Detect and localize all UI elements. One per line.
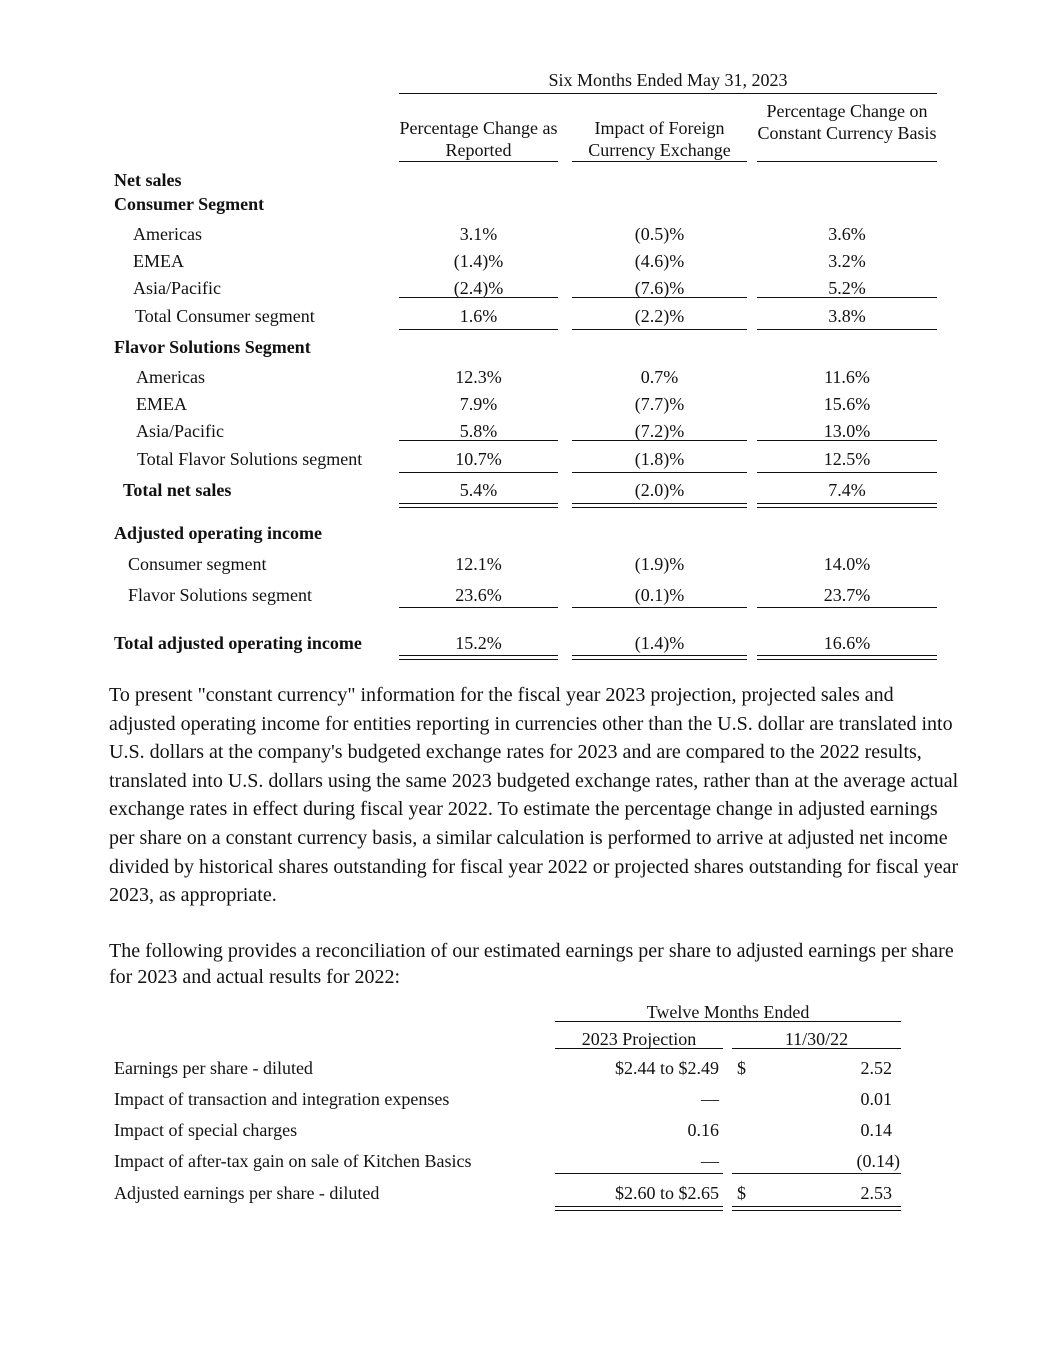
cell: 0.14 bbox=[860, 1120, 892, 1140]
row-label: Consumer segment bbox=[128, 554, 267, 574]
double-divider bbox=[757, 655, 937, 660]
divider bbox=[555, 1021, 901, 1022]
cell: (1.4)% bbox=[634, 633, 685, 653]
net-sales-label: Net sales bbox=[114, 170, 182, 190]
row-label: Impact of transaction and integration expenses bbox=[114, 1089, 450, 1109]
cell: $2.44 to $2.49 bbox=[614, 1058, 719, 1078]
cell: 23.7% bbox=[823, 585, 871, 605]
divider bbox=[399, 329, 558, 330]
cell: (2.0)% bbox=[634, 480, 685, 500]
cell: (1.8)% bbox=[634, 449, 685, 469]
divider bbox=[757, 161, 937, 162]
cell: (0.5)% bbox=[634, 224, 685, 244]
divider bbox=[757, 472, 937, 473]
divider bbox=[732, 1173, 901, 1174]
cell: (7.7)% bbox=[634, 394, 685, 414]
row-label: Earnings per share - diluted bbox=[114, 1058, 313, 1078]
divider bbox=[399, 607, 558, 608]
cell: (2.4)% bbox=[453, 278, 504, 298]
divider bbox=[572, 161, 747, 162]
divider bbox=[555, 1173, 723, 1174]
divider bbox=[399, 440, 558, 441]
divider bbox=[757, 297, 937, 298]
cell: (7.2)% bbox=[634, 421, 685, 441]
row-label: Flavor Solutions segment bbox=[128, 585, 312, 605]
cell: 16.6% bbox=[823, 633, 871, 653]
row-label: EMEA bbox=[133, 251, 184, 271]
double-divider bbox=[399, 655, 558, 660]
row-label: Total Flavor Solutions segment bbox=[137, 449, 363, 469]
cell: 7.9% bbox=[459, 394, 498, 414]
reconciliation-intro: The following provides a reconciliation of our estimated earnings per share to adjusted earnings per share for 2023 and actual results for 2022: bbox=[109, 940, 954, 988]
row-label: Adjusted earnings per share - diluted bbox=[114, 1183, 380, 1203]
double-divider bbox=[399, 503, 558, 508]
col-header-projection: 2023 Projection bbox=[581, 1029, 697, 1049]
cell: 0.16 bbox=[687, 1120, 719, 1140]
cell: (0.14) bbox=[856, 1151, 900, 1171]
currency-symbol: $ bbox=[737, 1183, 746, 1203]
cell: 13.0% bbox=[823, 421, 871, 441]
double-divider bbox=[572, 503, 747, 508]
divider bbox=[399, 161, 558, 162]
cell: 2.52 bbox=[860, 1058, 892, 1078]
cell: 1.6% bbox=[459, 306, 498, 326]
divider bbox=[732, 1048, 901, 1049]
row-label: Total net sales bbox=[123, 480, 232, 500]
cell: 12.1% bbox=[455, 554, 502, 574]
cell: 5.8% bbox=[459, 421, 498, 441]
cell: $2.60 to $2.65 bbox=[614, 1183, 719, 1203]
row-label: Americas bbox=[133, 224, 202, 244]
double-divider bbox=[732, 1206, 901, 1211]
row-label: Asia/Pacific bbox=[136, 421, 224, 441]
row-label: Impact of special charges bbox=[114, 1120, 298, 1140]
row-label: EMEA bbox=[136, 394, 187, 414]
divider bbox=[572, 607, 747, 608]
cell: (2.2)% bbox=[634, 306, 685, 326]
cell: 14.0% bbox=[823, 554, 871, 574]
row-label: Americas bbox=[136, 367, 205, 387]
cell: 3.6% bbox=[828, 224, 866, 244]
consumer-segment-label: Consumer Segment bbox=[114, 194, 265, 214]
eps-period-header: Twelve Months Ended bbox=[646, 1002, 810, 1022]
double-divider bbox=[572, 655, 747, 660]
divider bbox=[572, 440, 747, 441]
col-header-fx-impact: Impact of Foreign Currency Exchange bbox=[588, 118, 731, 160]
cell: (7.6)% bbox=[634, 278, 685, 298]
divider bbox=[572, 472, 747, 473]
divider bbox=[757, 329, 937, 330]
cell: 12.5% bbox=[823, 449, 871, 469]
row-label: Impact of after-tax gain on sale of Kitchen Basics bbox=[114, 1151, 472, 1171]
adj-op-income-label: Adjusted operating income bbox=[114, 523, 322, 543]
period-header: Six Months Ended May 31, 2023 bbox=[548, 70, 788, 90]
cell: 11.6% bbox=[824, 367, 870, 387]
cell: 0.01 bbox=[860, 1089, 892, 1109]
row-label: Asia/Pacific bbox=[133, 278, 221, 298]
cell: 3.1% bbox=[459, 224, 498, 244]
cell: — bbox=[701, 1089, 719, 1109]
col-header-reported: Percentage Change as Reported bbox=[399, 118, 558, 160]
cell: 3.2% bbox=[828, 251, 866, 271]
divider bbox=[399, 297, 558, 298]
cell: — bbox=[701, 1151, 719, 1171]
cell: 5.2% bbox=[828, 278, 866, 298]
double-divider bbox=[757, 503, 937, 508]
double-divider bbox=[555, 1206, 723, 1211]
divider bbox=[757, 440, 937, 441]
cell: 2.53 bbox=[860, 1183, 892, 1203]
cell: (0.1)% bbox=[634, 585, 685, 605]
col-header-actual: 11/30/22 bbox=[784, 1029, 849, 1049]
cell: 15.2% bbox=[455, 633, 502, 653]
cell: 3.8% bbox=[828, 306, 866, 326]
divider bbox=[572, 297, 747, 298]
cell: 0.7% bbox=[640, 367, 679, 387]
flavor-segment-label: Flavor Solutions Segment bbox=[114, 337, 311, 357]
cell: 10.7% bbox=[455, 449, 502, 469]
constant-currency-paragraph: To present "constant currency" information for the fiscal year 2023 projection, projected sales and adjusted operating income for entities reporting in currencies other than the U.S. dollar are translated into U.S. dollars at the company's budgeted exchange rates for 2023 and are compared to the 2022 results, translated into U.S. dollars using the same 2023 budgeted exchange rates, rather than at the average actual exchange rates in effect during fiscal year 2022. To estimate the percentage change in adjusted earnings per share on a constant currency basis, a similar calculation is performed to arrive at adjusted net income divided by historical shares outstanding for fiscal year 2022 or projected shares outstanding for fiscal year 2023, as appropriate. bbox=[109, 684, 959, 907]
cell: (1.9)% bbox=[634, 554, 685, 574]
cell: (1.4)% bbox=[453, 251, 504, 271]
divider bbox=[399, 93, 937, 94]
cell: 5.4% bbox=[459, 480, 498, 500]
row-label: Total Consumer segment bbox=[135, 306, 315, 326]
currency-symbol: $ bbox=[737, 1058, 746, 1078]
cell: 23.6% bbox=[455, 585, 502, 605]
divider bbox=[572, 329, 747, 330]
col-header-constant-currency: Percentage Change on Constant Currency Basis bbox=[757, 101, 937, 143]
row-label: Total adjusted operating income bbox=[114, 633, 362, 653]
divider bbox=[399, 472, 558, 473]
cell: 15.6% bbox=[823, 394, 871, 414]
cell: (4.6)% bbox=[634, 251, 685, 271]
cell: 7.4% bbox=[828, 480, 866, 500]
cell: 12.3% bbox=[455, 367, 502, 387]
divider bbox=[757, 607, 937, 608]
divider bbox=[555, 1048, 723, 1049]
